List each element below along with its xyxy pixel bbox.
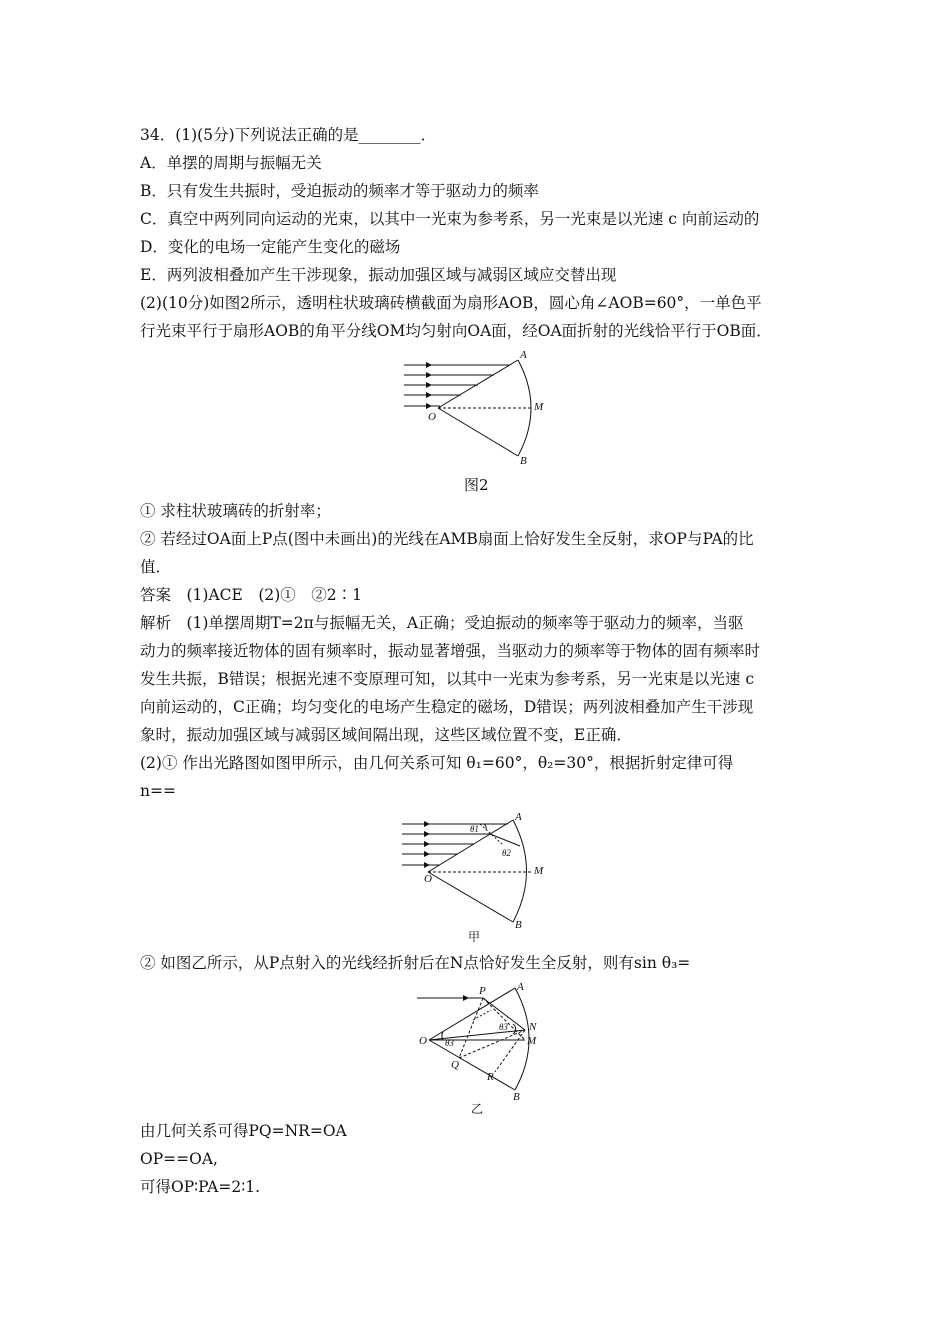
sub-question-2-cont: 值． [140, 558, 172, 576]
jia-theta1: θ1 [470, 824, 479, 834]
yi-label-r: R [487, 1071, 494, 1083]
label-o: O [428, 411, 436, 423]
option-d: D．变化的电场一定能产生变化的磁场 [140, 238, 401, 256]
sub-question-2: ② 若经过OA面上P点(图中未画出)的光线在AMB扇面上恰好发生全反射，求OP与PA的比 [140, 530, 754, 548]
figure-yi-caption: 乙 [471, 1102, 484, 1116]
yi-theta3-o: θ3 [445, 1038, 454, 1048]
yi-label-p: P [479, 985, 486, 997]
analysis-line-5: 象时，振动加强区域与减弱区域间隔出现，这些区域位置不变，E正确． [140, 726, 632, 744]
jia-label-b: B [515, 919, 522, 928]
sub-question-1: ① 求柱状玻璃砖的折射率； [140, 502, 331, 520]
yi-label-a: A [517, 981, 524, 993]
label-a: A [520, 349, 527, 361]
figure-yi [413, 980, 553, 1100]
option-e: E．两列波相叠加产生干涉现象，振动加强区域与减弱区域应交替出现 [140, 266, 617, 284]
yi-label-n: N [529, 1021, 537, 1033]
yi-label-m: M [527, 1035, 537, 1047]
yi-label-q: Q [451, 1059, 459, 1071]
analysis-2: ② 如图乙所示，从P点射入的光线经折射后在N点恰好发生全反射，则有sin θ₃= [140, 954, 691, 972]
analysis-line-7: n== [140, 782, 176, 800]
conclusion-line-1: 由几何关系可得PQ=NR=OA [140, 1122, 347, 1140]
analysis-line-4: 向前运动的，C正确；均匀变化的电场产生稳定的磁场，D错误；两列波相叠加产生干涉现 [140, 698, 754, 716]
option-c: C．真空中两列同向运动的光束，以其中一光束为参考系，另一光束是以光速 c 向前运动的 [140, 210, 760, 228]
part2-line-1: (2)(10分)如图2所示，透明柱状玻璃砖横截面为扇形AOB，圆心角∠AOB=60°，一单色平 [140, 294, 762, 312]
figure-2-caption: 图2 [464, 476, 489, 494]
analysis-line-2: 动力的频率接近物体的固有频率时，振动显著增强，当驱动力的频率等于物体的固有频率时 [140, 642, 761, 660]
option-b: B．只有发生共振时，受迫振动的频率才等于驱动力的频率 [140, 182, 539, 200]
jia-label-a: A [515, 811, 522, 823]
yi-label-b: B [513, 1091, 520, 1100]
jia-label-o: O [424, 873, 432, 885]
question-title: 34．(1)(5分)下列说法正确的是________． [140, 126, 437, 144]
answer-line: 答案 (1)ACE (2)① ②2∶1 [140, 586, 363, 604]
jia-theta2: θ2 [502, 848, 511, 858]
part2-line-2: 行光束平行于扇形AOB的角平分线OM均匀射向OA面，经OA面折射的光线恰平行于OB面． [140, 322, 772, 340]
figure-jia-caption: 甲 [468, 930, 481, 944]
label-b: B [520, 455, 527, 466]
label-m: M [534, 401, 544, 413]
figure-2 [398, 348, 558, 466]
figure-jia [398, 810, 558, 928]
analysis-line-6: (2)① 作出光路图如图甲所示，由几何关系可知 θ₁=60°，θ₂=30°，根据折射定律可得 [140, 754, 734, 772]
jia-label-m: M [534, 865, 544, 877]
analysis-line-1: 解析 (1)单摆周期T=2π与振幅无关，A正确；受迫振动的频率等于驱动力的频率，当驱 [140, 614, 744, 632]
yi-theta3-n: θ3 [499, 1022, 508, 1032]
option-a: A．单摆的周期与振幅无关 [140, 154, 322, 172]
analysis-line-3: 发生共振，B错误；根据光速不变原理可知，以其中一光束为参考系，另一光束是以光速 c [140, 670, 755, 688]
conclusion-line-3: 可得OP∶PA=2∶1. [140, 1178, 261, 1196]
yi-label-o: O [419, 1035, 427, 1047]
conclusion-line-2: OP==OA, [140, 1150, 218, 1168]
